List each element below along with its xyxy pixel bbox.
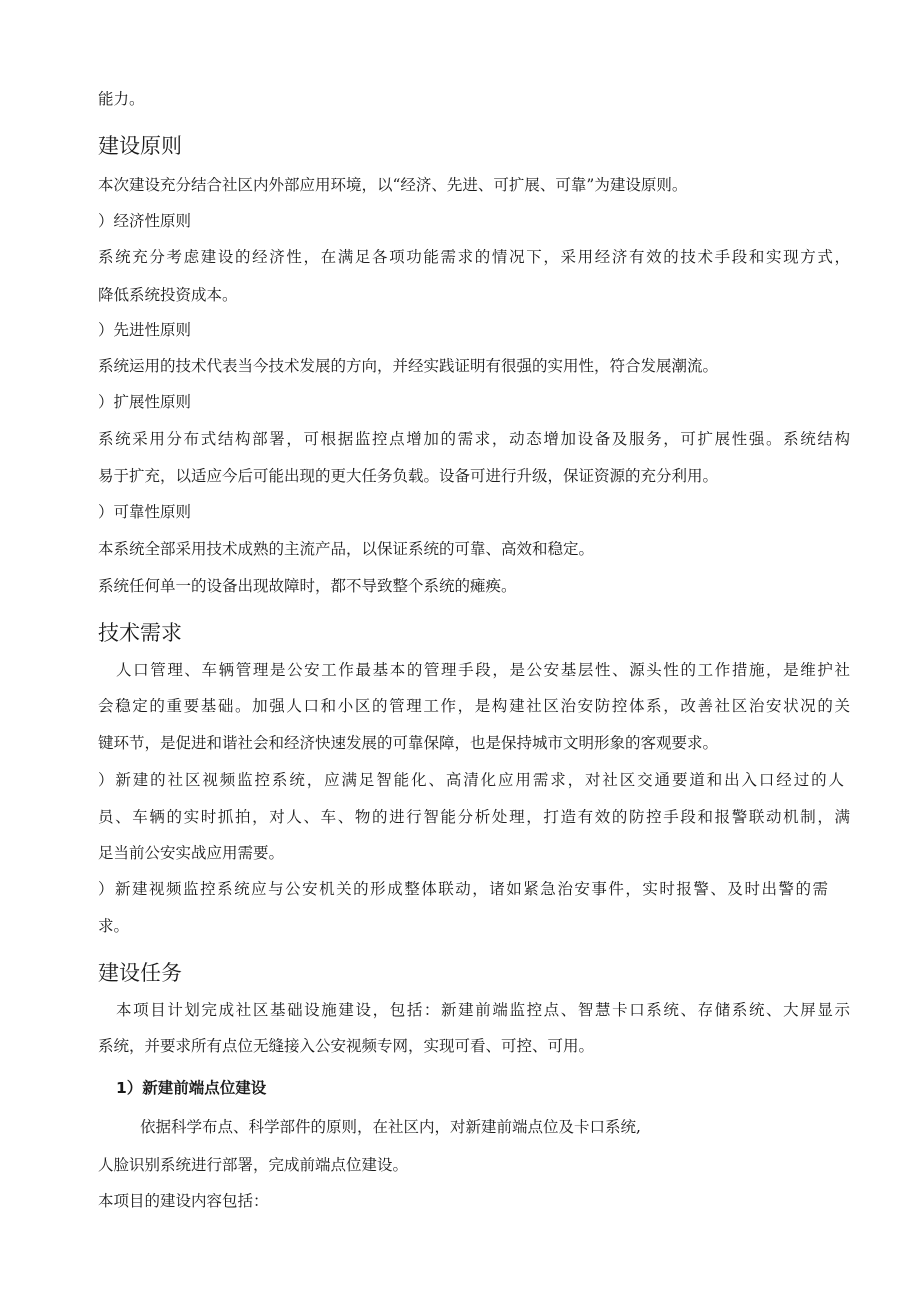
- requirements-p1-line2: 会稳定的重要基础。加强人口和小区的管理工作，是构建社区治安防控体系，改善社区治安状况的关: [98, 697, 850, 715]
- heading-requirements: 技术需求: [98, 621, 182, 645]
- advanced-line1: 系统运用的技术代表当今技术发展的方向，并经实践证明有很强的实用性，符合发展潮流。: [98, 357, 719, 375]
- subheading-frontend: 1）新建前端点位建设: [116, 1079, 267, 1097]
- advanced-title: ）先进性原则: [98, 321, 192, 339]
- reliable-title: ）可靠性原则: [98, 503, 192, 521]
- reliable-line1: 本系统全部采用技术成熟的主流产品，以保证系统的可靠、高效和稳定。: [98, 540, 595, 558]
- requirements-p1-line1: 人口管理、车辆管理是公安工作最基本的管理手段，是公安基层性、源头性的工作措施，是维护社: [116, 661, 850, 679]
- principles-intro: 本次建设充分结合社区内外部应用环境，以“经济、先进、可扩展、可靠”为建设原则。: [98, 176, 688, 194]
- heading-principles: 建设原则: [98, 134, 182, 158]
- scalable-line1: 系统采用分布式结构部署，可根据监控点增加的需求，动态增加设备及服务，可扩展性强。系统结构: [98, 430, 850, 448]
- economy-title: ）经济性原则: [98, 212, 192, 230]
- requirements-p2-line2: 员、车辆的实时抓拍，对人、车、物的进行智能分析处理，打造有效的防控手段和报警联动机制，满: [98, 808, 850, 826]
- tasks-p1-line2: 系统，并要求所有点位无缝接入公安视频专网，实现可看、可控、可用。: [98, 1037, 595, 1055]
- tasks-p1-line1: 本项目计划完成社区基础设施建设，包括：新建前端监控点、智慧卡口系统、存储系统、大屏显示: [116, 1001, 850, 1019]
- requirements-p2-line3: 足当前公安实战应用需要。: [98, 844, 285, 862]
- requirements-p1-line3: 键环节，是促进和谐社会和经济快速发展的可靠保障，也是保持城市文明形象的客观要求。: [98, 734, 719, 752]
- reliable-line2: 系统任何单一的设备出现故障时，都不导致整个系统的瘫痪。: [98, 577, 517, 595]
- economy-line1: 系统充分考虑建设的经济性，在满足各项功能需求的情况下，采用经济有效的技术手段和实现方式，: [98, 248, 850, 266]
- requirements-p3-line1: ）新建视频监控系统应与公安机关的形成整体联动，诸如紧急治安事件，实时报警、及时出警的需: [98, 880, 828, 898]
- frontend-line3: 本项目的建设内容包括：: [98, 1192, 269, 1210]
- frontend-line2: 人脸识别系统进行部署，完成前端点位建设。: [98, 1156, 409, 1174]
- scalable-title: ）扩展性原则: [98, 393, 192, 411]
- heading-tasks: 建设任务: [98, 961, 182, 985]
- frontend-line1: 依据科学布点、科学部件的原则，在社区内，对新建前端点位及卡口系统,: [140, 1118, 641, 1136]
- requirements-p3-line2: 求。: [98, 917, 130, 935]
- economy-line2: 降低系统投资成本。: [98, 286, 238, 304]
- requirements-p2-line1: ）新建的社区视频监控系统，应满足智能化、高清化应用需求，对社区交通要道和出入口经过的人: [98, 771, 844, 789]
- intro-tail: 能力。: [98, 90, 145, 108]
- scalable-line2: 易于扩充，以适应今后可能出现的更大任务负载。设备可进行升级，保证资源的充分利用。: [98, 467, 719, 485]
